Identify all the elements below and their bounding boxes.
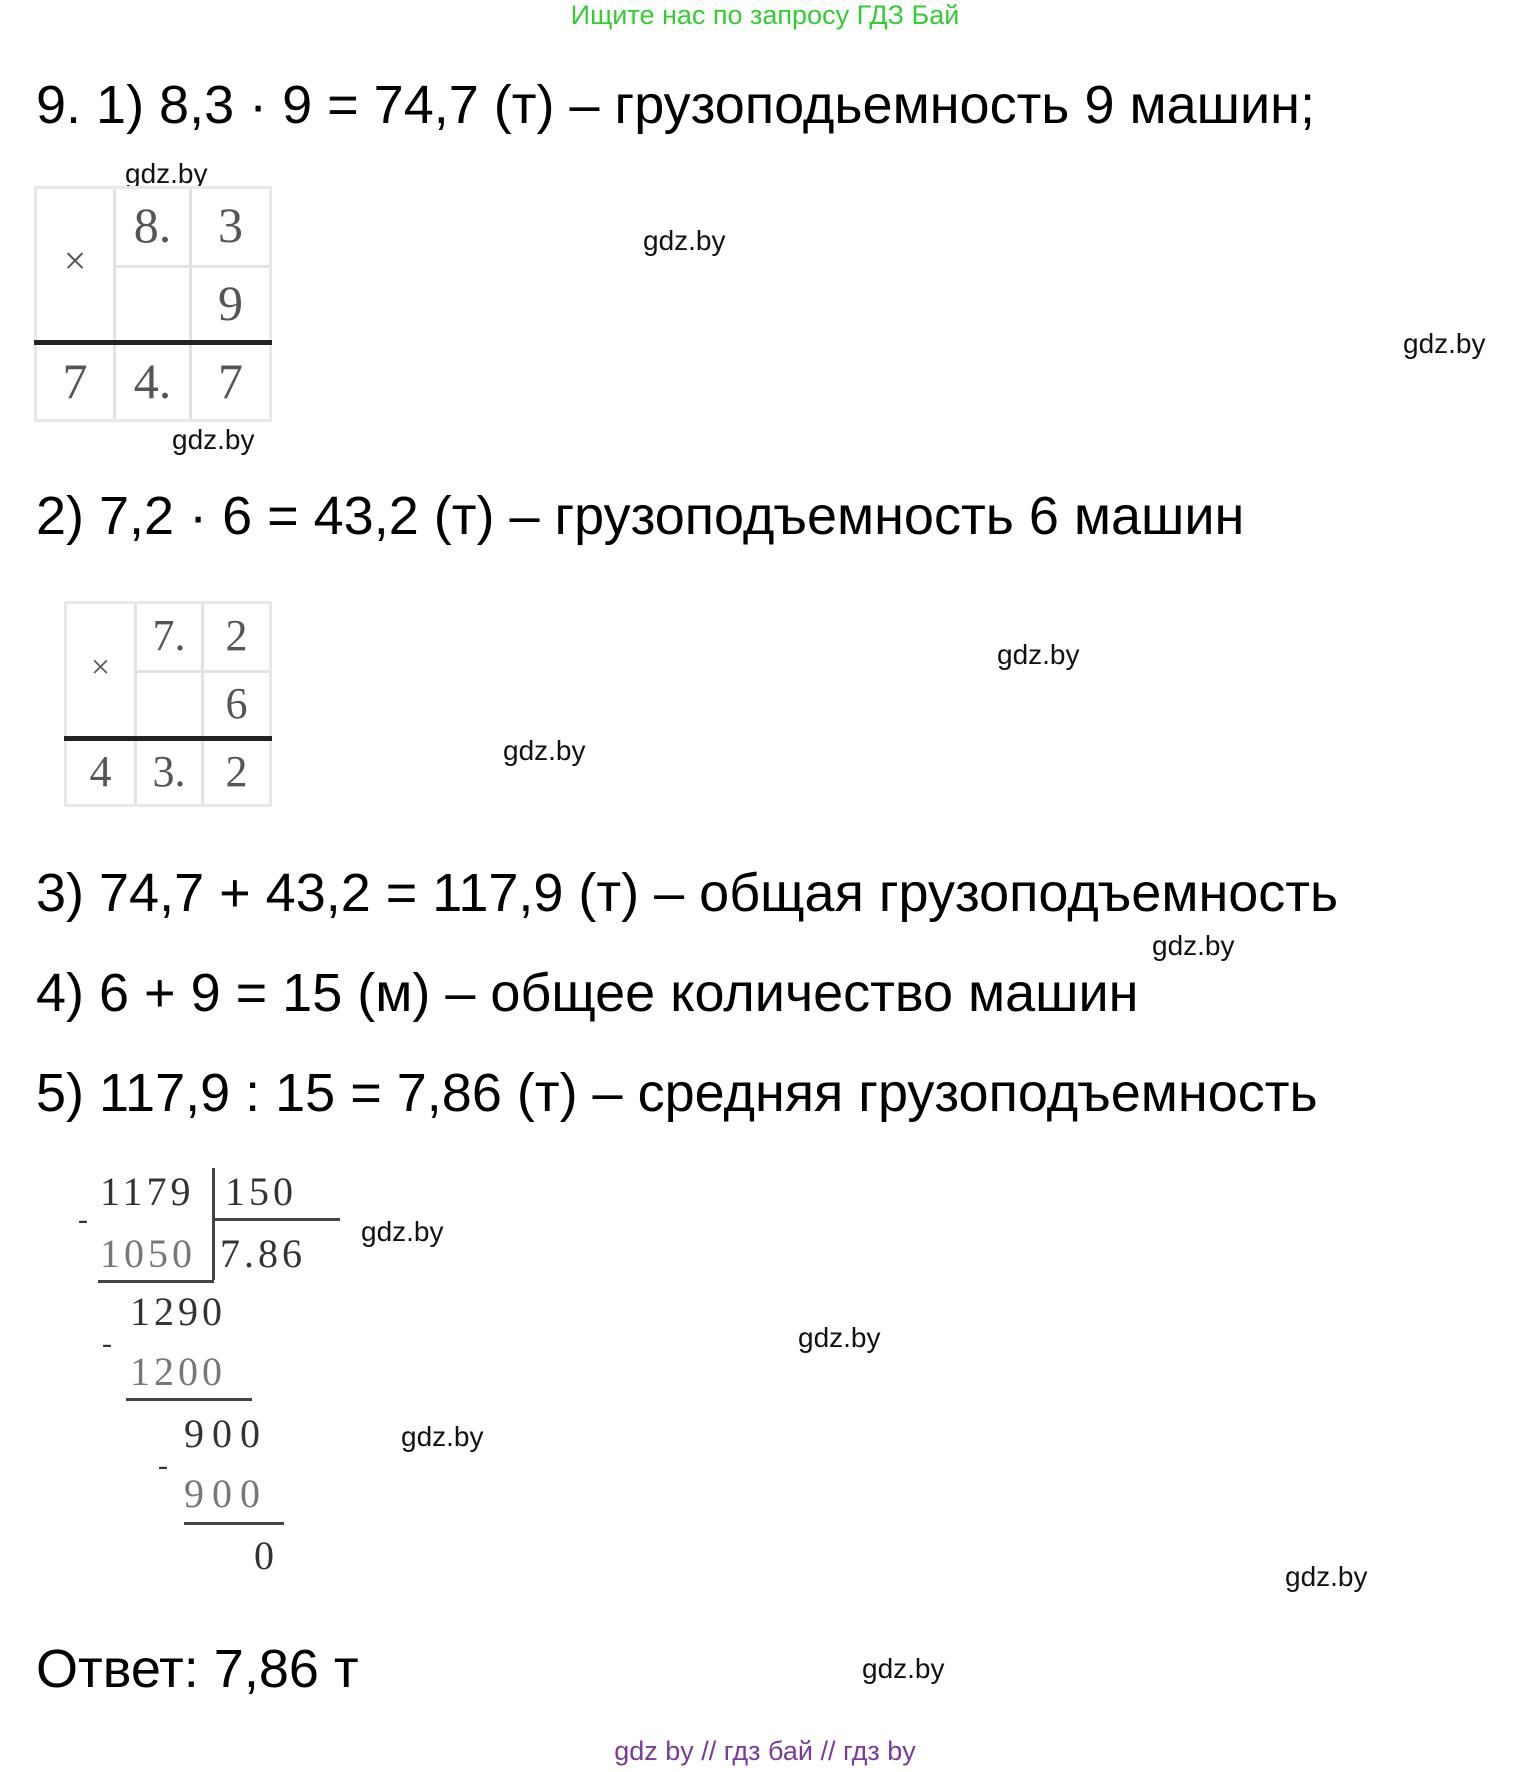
grid-cell: 6: [225, 679, 248, 728]
grid-cell: 7: [62, 353, 88, 409]
watermark: gdz.by: [643, 225, 726, 256]
watermark: gdz.by: [125, 158, 208, 189]
subtrahend-3: 900: [184, 1471, 268, 1516]
subtrahend-2: 1200: [130, 1349, 226, 1394]
dividend: 1179: [100, 1169, 195, 1214]
multiplication-grid-1: [34, 186, 272, 422]
watermark: gdz.by: [401, 1421, 484, 1452]
step-2-line: 2) 7,2 · 6 = 43,2 (т) – грузоподъемность 6 машин: [36, 486, 1245, 546]
watermark: gdz.by: [862, 1653, 945, 1684]
search-banner: Ищите нас по запросу ГДЗ Бай: [570, 0, 960, 30]
answer-line: Ответ: 7,86 т: [36, 1639, 359, 1699]
step-4-line: 4) 6 + 9 = 15 (м) – общее количество машин: [36, 963, 1139, 1023]
grid-cell: 7: [218, 353, 243, 409]
watermark: gdz.by: [503, 735, 586, 766]
subtrahend-1: 1050: [100, 1231, 196, 1276]
grid-cell: 4.: [133, 353, 172, 409]
multiply-sign: ×: [90, 649, 111, 686]
watermark: gdz.by: [1152, 930, 1235, 961]
grid-cell: 2: [225, 611, 248, 660]
grid-cell: 8.: [133, 197, 172, 253]
grid-cell: 4: [89, 747, 112, 796]
watermark: gdz.by: [1285, 1561, 1368, 1592]
watermark: gdz.by: [997, 639, 1080, 670]
grid-cell: 2: [225, 747, 248, 796]
multiply-sign: ×: [63, 238, 87, 283]
multiplication-grid-2: [64, 601, 272, 807]
grid-cell: 3: [218, 197, 243, 253]
watermark: gdz.by: [798, 1322, 881, 1353]
final-remainder: 0: [254, 1533, 278, 1578]
remainder-1: 1290: [130, 1289, 226, 1334]
step-5-line: 5) 117,9 : 15 = 7,86 (т) – средняя грузоподъемность: [36, 1063, 1318, 1123]
grid-cell: 9: [218, 275, 243, 331]
minus-sign: -: [102, 1327, 116, 1360]
grid-cell: 7.: [152, 611, 186, 660]
watermark: gdz.by: [361, 1216, 444, 1247]
grid-cell: 3.: [152, 747, 186, 796]
minus-sign: -: [158, 1449, 172, 1482]
step-3-line: 3) 74,7 + 43,2 = 117,9 (т) – общая грузоподъемность: [36, 863, 1339, 923]
quotient: 7.86: [220, 1231, 306, 1276]
footer-links: gdz by // гдз бай // гдз by: [614, 1736, 916, 1766]
minus-sign: -: [78, 1203, 92, 1236]
watermark: gdz.by: [1403, 328, 1486, 359]
remainder-2: 900: [184, 1411, 268, 1456]
divisor: 150: [225, 1169, 297, 1214]
step-1-line: 9. 1) 8,3 · 9 = 74,7 (т) – грузоподьемность 9 машин;: [36, 75, 1315, 135]
watermark: gdz.by: [172, 424, 255, 455]
